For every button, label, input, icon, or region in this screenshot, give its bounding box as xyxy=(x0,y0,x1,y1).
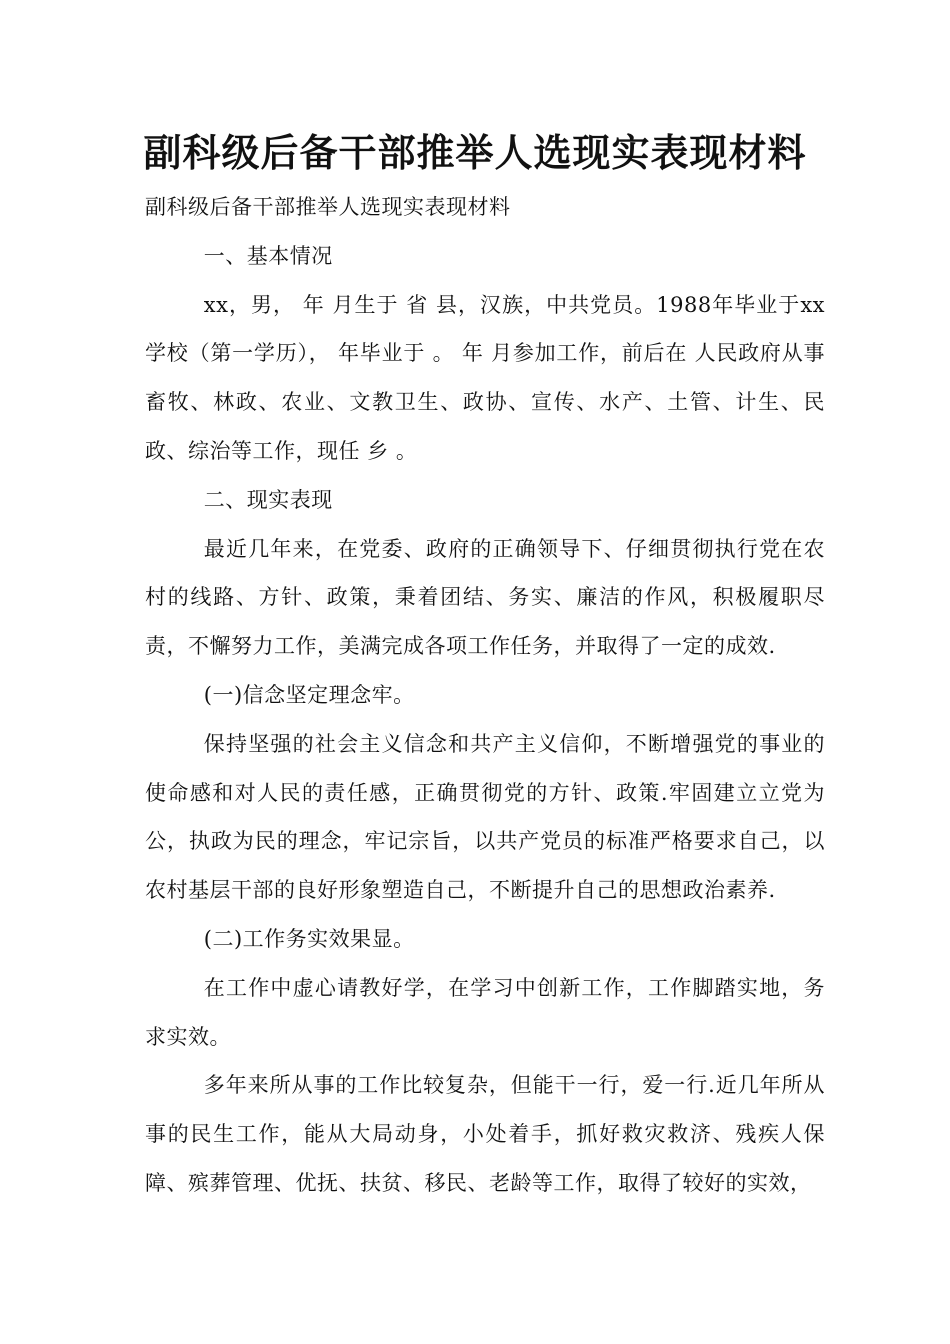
paragraph-work-1: 在工作中虚心请教好学，在学习中创新工作，工作脚踏实地，务求实效。 xyxy=(145,975,825,1049)
subheading-work: (二)工作务实效果显。 xyxy=(203,926,415,951)
section-heading-performance: 二、现实表现 xyxy=(203,487,333,512)
subheading-belief: (一)信念坚定理念牢。 xyxy=(203,682,415,707)
paragraph-work-2: 多年来所从事的工作比较复杂，但能干一行，爱一行.近几年所从事的民生工作，能从大局动身，小处着手，抓好救灾救济、残疾人保障、殡葬管理、优抚、扶贫、移民、老龄等工作，取得了较好的实效， xyxy=(145,1073,825,1195)
paragraph-belief: 保持坚强的社会主义信念和共产主义信仰，不断增强党的事业的使命感和对人民的责任感，正确贯彻党的方针、政策.牢固建立立党为公，执政为民的理念，牢记宗旨，以共产党员的标准严格要求自己，以农村基层干部的良好形象塑造自己，不断提升自己的思想政治素养. xyxy=(145,731,825,903)
paragraph-basic-info: xx，男， 年 月生于 省 县，汉族，中共党员。1988年毕业于xx学校（第一学历）， 年毕业于 。 年 月参加工作，前后在 人民政府从事畜牧、林政、农业、文教卫生、政协、宣传、水产、土管、计生、民政、综治等工作，现任 乡 。 xyxy=(145,292,825,463)
section-heading-basic-info: 一、基本情况 xyxy=(203,243,333,268)
paragraph-performance-intro: 最近几年来，在党委、政府的正确领导下、仔细贯彻执行党在农村的线路、方针、政策，秉着团结、务实、廉洁的作风，积极履职尽责，不懈努力工作，美满完成各项工作任务，并取得了一定的成效. xyxy=(145,536,825,659)
document-title: 副科级后备干部推举人选现实表现材料 xyxy=(143,131,807,175)
subtitle-line: 副科级后备干部推举人选现实表现材料 xyxy=(145,195,511,219)
document-body xyxy=(145,183,825,1208)
